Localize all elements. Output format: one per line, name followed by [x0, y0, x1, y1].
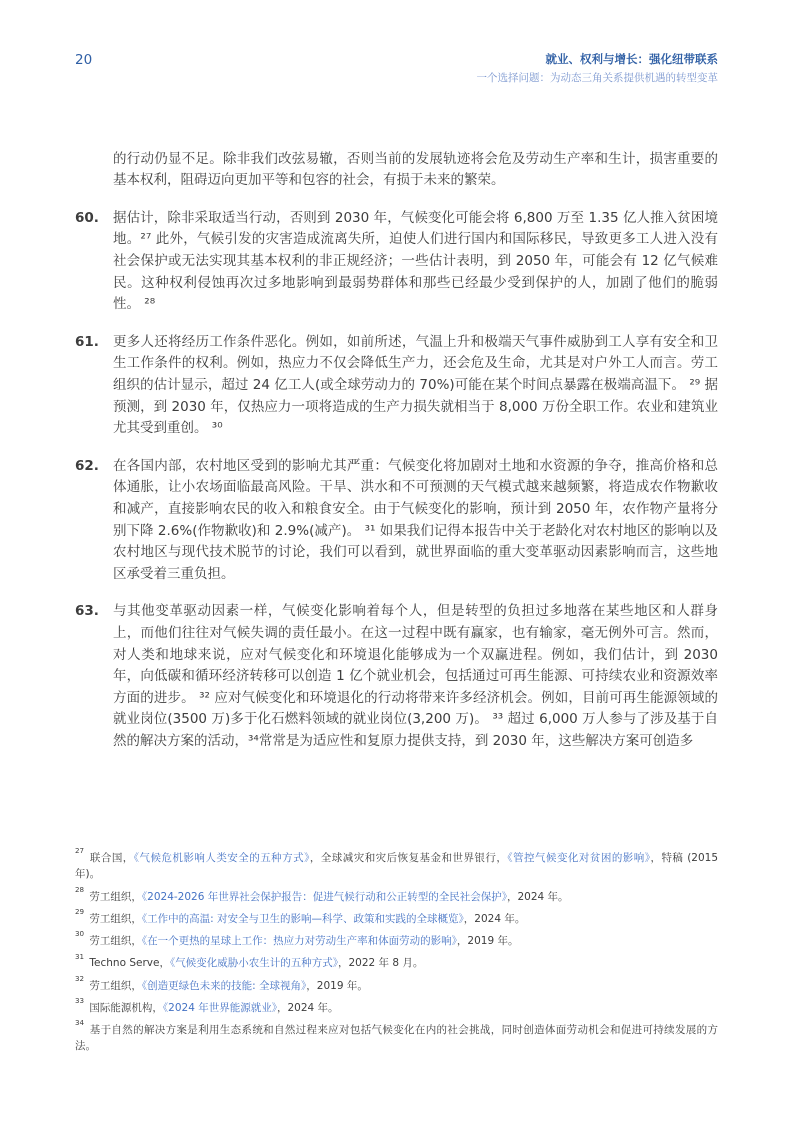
paragraph-number [75, 149, 113, 192]
page-header [0, 0, 793, 85]
footnote-34 [75, 1018, 718, 1055]
paragraph-text: 更多人还将经历工作条件恶化。例如，如前所述，气温上升和极端天气事件威胁到工人享有安全和卫生工作条件的权利。例如，热应力不仅会降低生产力，还会危及生命，尤其是对户外工人而言。劳工组织的估计显示，超过 24 亿工人(或全球劳动力的 70%)可能在某个时间点暴露在极端高温下。 ²⁹ 据预测，到 2030 年，仅热应力一项将造成的生产力损失就相当于 8,000 万份全职工作。农业和建筑业尤其受到重创。 ³⁰ [113, 333, 718, 437]
paragraph-61 [75, 332, 718, 440]
paragraph-continuation [75, 149, 718, 192]
footnote-29 [75, 907, 718, 927]
footnote-text: ，2019 年。 [306, 979, 368, 992]
footnote-text: 联合国， [86, 852, 134, 864]
footnote-text: 基于自然的解决方案是利用生态系统和自然过程来应对包括气候变化在内的社会挑战，同时创造体面劳动机会和促进可持续发展的方法。 [75, 1024, 718, 1053]
paragraph-text: 与其他变革驱动因素一样，气候变化影响着每个人，但是转型的负担过多地落在某些地区和人群身上，而他们往往对气候失调的责任最小。在这一过程中既有赢家，也有输家，毫无例外可言。然而，对人类和地球来说，应对气候变化和环境退化能够成为一个双赢进程。例如，我们估计，到 2030 年，向低碳和循环经济转移可以创造 1 亿个就业机会，包括通过可再生能源、可持续农业和资源效率方面的进步。 ³² 应对气候变化和环境退化的行动将带来许多经济机会。例如，目前可再生能源领域的就业岗位(3500 万)多于化石燃料领域的就业岗位(3,200 万)。 ³³ 超过 6,000 万人参与了涉及基于自然的解决方案的活动，³⁴常常是为适应性和复原力提供支持，到 2030 年，这些解决方案可创造多 [113, 603, 718, 749]
paragraph-text: 在各国内部，农村地区受到的影响尤其严重：气候变化将加剧对土地和水资源的争夺，推高价格和总体通胀，让小农场面临最高风险。干旱、洪水和不可预测的天气模式越来越频繁，将造成农作物歉收和减产，直接影响农民的收入和粮食安全。由于气候变化的影响，预计到 2050 年，农作物产量将分别下降 2.6%(作物歉收)和 2.9%(减产)。 ³¹ 如果我们记得本报告中关于老龄化对农村地区的影响以及农村地区与现代技术脱节的讨论，我们可以看到，就世界面临的重大变革驱动因素影响而言，这些地区承受着三重负担。 [113, 457, 718, 582]
footnote-link[interactable]: 《气候变化威胁小农生计的五种方式》 [169, 957, 338, 970]
footnote-link[interactable]: 《创造更绿色未来的技能: 全球视角》 [141, 979, 307, 992]
footnote-text: 劳工组织， [86, 935, 142, 948]
footnote-text: ，全球减灾和灾后恢复基金和世界银行， [309, 852, 508, 864]
footnote-link[interactable]: 《气候危机影响人类安全的五种方式》 [133, 852, 310, 864]
report-subtitle: 一个选择问题：为动态三角关系提供机遇的转型变革 [476, 71, 718, 84]
footnote-number: 29 [75, 907, 85, 917]
footnote-31 [75, 951, 718, 971]
paragraph-text: 的行动仍显不足。除非我们改弦易辙，否则当前的发展轨迹将会危及劳动生产率和生计，损害重要的基本权利，阻碍迈向更加平等和包容的社会，有损于未来的繁荣。 [113, 150, 718, 189]
paragraph-number: 60. [75, 209, 99, 226]
footnote-number: 28 [75, 884, 85, 894]
paragraph-number: 61. [75, 333, 99, 350]
footnotes-section [75, 846, 719, 1061]
paragraph-60 [75, 208, 718, 316]
footnote-text: ，特稿 (2015 年)。 [75, 852, 719, 881]
paragraph-62 [75, 456, 718, 586]
footnote-number: 31 [75, 951, 85, 961]
page-number: 20 [75, 52, 93, 68]
footnote-number: 30 [75, 929, 85, 939]
footnote-text: ，2024 年。 [276, 1001, 339, 1014]
footnote-32 [75, 973, 718, 994]
footnote-text: ，2024 年。 [463, 912, 526, 925]
footnote-link[interactable]: 《2024 年世界能源就业》 [162, 1001, 277, 1014]
footnote-text: Techno Serve， [86, 957, 170, 970]
footnote-33 [75, 996, 718, 1016]
footnote-text: 国际能源机构， [86, 1001, 163, 1014]
footnote-text: 劳工组织， [86, 979, 142, 992]
footnote-link[interactable]: 《管控气候变化对贫困的影响》 [507, 852, 651, 864]
footnote-number: 27 [75, 846, 85, 856]
footnote-number: 32 [75, 973, 85, 983]
paragraph-number: 63. [75, 603, 99, 620]
footnote-text: ，2022 年 8 月。 [337, 957, 424, 970]
running-header [477, 52, 719, 85]
paragraph-63 [75, 601, 718, 752]
report-title: 就业、权利与增长：强化纽带联系 [545, 52, 718, 66]
footnote-link[interactable]: 《工作中的高温: 对安全与卫生的影响—科学、政策和实践的全球概览》 [141, 912, 464, 925]
footnote-number: 34 [75, 1018, 85, 1028]
paragraph-number: 62. [75, 457, 99, 474]
footnote-27 [75, 846, 719, 883]
footnote-text: ，2024 年。 [507, 890, 569, 903]
footnote-text: 劳工组织， [86, 912, 142, 925]
paragraph-text: 据估计，除非采取适当行动，否则到 2030 年，气候变化可能会将 6,800 万至 1.35 亿人推入贫困境地。²⁷ 此外，气候引发的灾害造成流离失所，迫使人们进行国内和国际移民，导致更多工人进入没有社会保护或无法实现其基本权利的非正规经济；一些估计表明，到 2050 年，可能会有 12 亿气候难民。这种权利侵蚀再次过多地影响到最弱势群体和那些已经最少受到保护的人，加剧了他们的脆弱性。 ²⁸ [113, 209, 718, 313]
footnote-28 [75, 884, 718, 905]
footnote-text: 劳工组织， [86, 890, 142, 903]
footnote-number: 33 [75, 996, 85, 1006]
footnote-link[interactable]: 《2024-2026 年世界社会保护报告：促进气候行动和公正转型的全民社会保护》 [141, 890, 507, 903]
footnote-text: ，2019 年。 [456, 935, 519, 948]
footnote-link[interactable]: 《在一个更热的星球上工作：热应力对劳动生产率和体面劳动的影响》 [141, 935, 457, 948]
footnote-30 [75, 929, 718, 949]
body-text-block [0, 149, 793, 753]
